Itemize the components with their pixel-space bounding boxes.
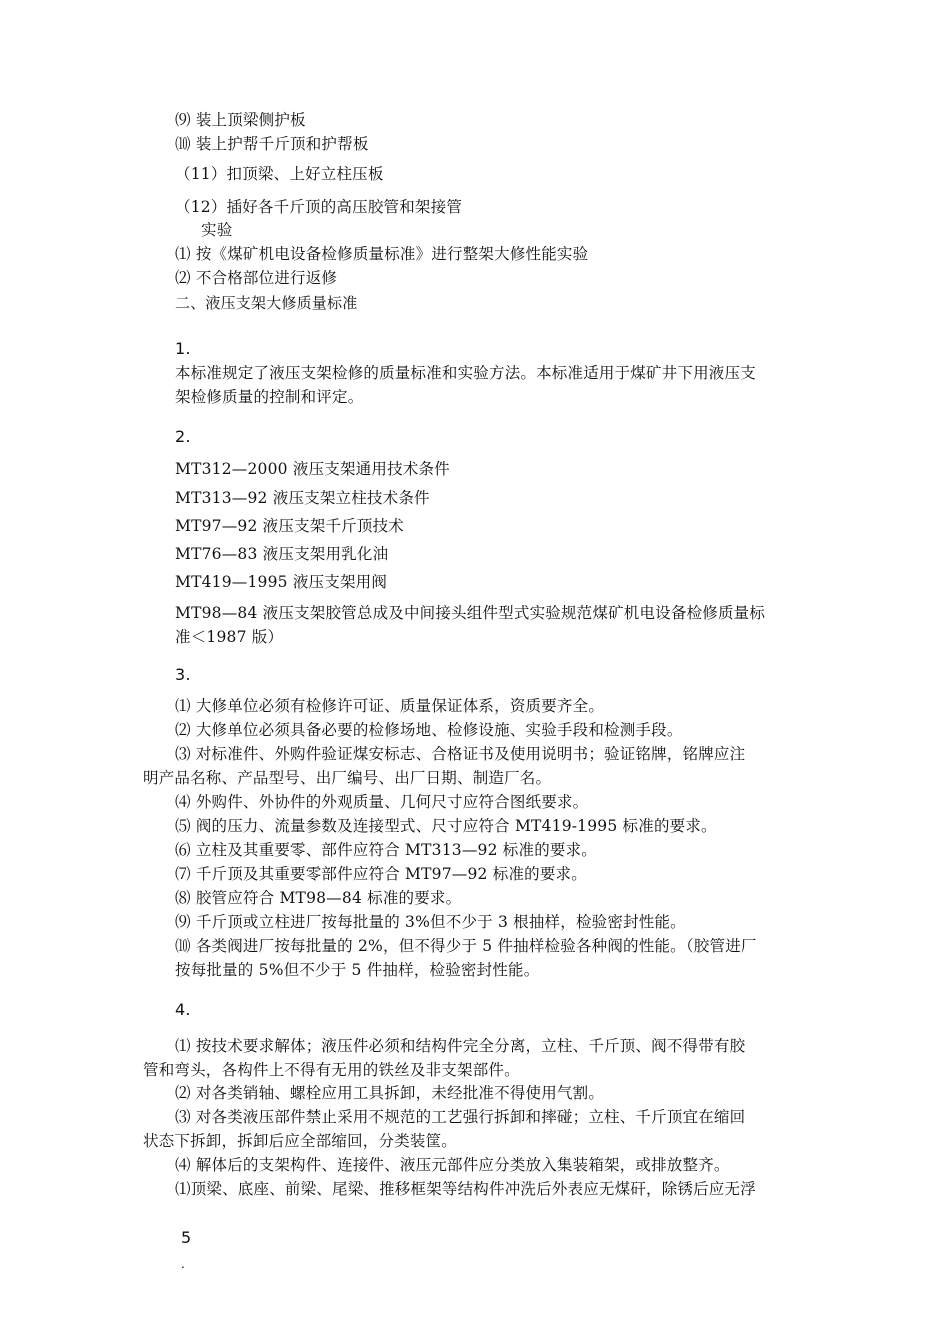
list-item: ⑷ 外购件、外协件的外观质量、几何尺寸应符合图纸要求。 xyxy=(175,793,589,811)
list-item: ⑴ 按技术要求解体；液压件必须和结构件完全分离，立柱、千斤顶、阀不得带有胶 xyxy=(175,1037,746,1055)
section-number: 4. xyxy=(175,1000,191,1019)
reference-line: MT312—2000 液压支架通用技术条件 xyxy=(175,460,450,478)
paragraph-line: 架检修质量的控制和评定。 xyxy=(175,388,364,406)
list-item: 按每批量的 5%但不少于 5 件抽样，检验密封性能。 xyxy=(175,961,540,979)
paragraph-line: 本标准规定了液压支架检修的质量标准和实验方法。本标准适用于煤矿井下用液压支 xyxy=(175,364,756,382)
text-line: ⑵ 不合格部位进行返修 xyxy=(175,269,338,287)
section-number: 3. xyxy=(175,665,191,684)
section-number: 5 xyxy=(181,1228,192,1247)
reference-line: MT76—83 液压支架用乳化油 xyxy=(175,545,389,563)
list-item: ⑹ 立柱及其重要零、部件应符合 MT313—92 标准的要求。 xyxy=(175,841,597,859)
list-item: ⑼ 千斤顶或立柱进厂按每批量的 3%但不少于 3 根抽样，检验密封性能。 xyxy=(175,913,686,931)
section-label: 实验 xyxy=(201,221,233,239)
reference-line: MT313—92 液压支架立柱技术条件 xyxy=(175,489,430,507)
list-item: ⑸ 阀的压力、流量参数及连接型式、尺寸应符合 MT419-1995 标准的要求。 xyxy=(175,817,717,835)
list-item: ⑴ 大修单位必须有检修许可证、质量保证体系，资质要齐全。 xyxy=(175,697,605,715)
list-item: ⑽ 各类阀进厂按每批量的 2%，但不得少于 5 件抽样检验各种阀的性能。（胶管进厂 xyxy=(175,937,757,955)
reference-line: MT98—84 液压支架胶管总成及中间接头组件型式实验规范煤矿机电设备检修质量标 xyxy=(175,604,766,622)
list-item: ⑺ 千斤顶及其重要零部件应符合 MT97—92 标准的要求。 xyxy=(175,865,587,883)
reference-line: 准＜1987 版） xyxy=(175,628,284,646)
section-heading: 二、液压支架大修质量标准 xyxy=(175,294,358,312)
text-line: ⑽ 装上护帮千斤顶和护帮板 xyxy=(175,135,369,153)
section-number-dot: . xyxy=(181,1257,186,1271)
text-line: （12）插好各千斤顶的高压胶管和架接管 xyxy=(175,198,463,216)
text-line: （11）扣顶梁、上好立柱压板 xyxy=(175,165,384,183)
list-item: ⑵ 对各类销轴、螺栓应用工具拆卸，未经批准不得使用气割。 xyxy=(175,1084,605,1102)
list-item: 状态下拆卸，拆卸后应全部缩回，分类装筐。 xyxy=(143,1132,458,1150)
list-item: ⑻ 胶管应符合 MT98—84 标准的要求。 xyxy=(175,889,462,907)
list-item: 明产品名称、产品型号、出厂编号、出厂日期、制造厂名。 xyxy=(143,769,552,787)
section-number: 2. xyxy=(175,427,191,446)
reference-line: MT419—1995 液压支架用阀 xyxy=(175,573,388,591)
reference-line: MT97—92 液压支架千斤顶技术 xyxy=(175,517,404,535)
list-item: ⑴顶梁、底座、前梁、尾梁、推移框架等结构件冲洗后外表应无煤矸，除锈后应无浮 xyxy=(175,1180,756,1198)
text-line: ⑴ 按《煤矿机电设备检修质量标准》进行整架大修性能实验 xyxy=(175,245,589,263)
list-item: ⑷ 解体后的支架构件、连接件、液压元部件应分类放入集装箱架，或排放整齐。 xyxy=(175,1156,730,1174)
section-number: 1. xyxy=(175,339,191,358)
text-line: ⑼ 装上顶梁侧护板 xyxy=(175,111,306,129)
list-item: ⑶ 对标准件、外购件验证煤安标志、合格证书及使用说明书；验证铭牌，铭牌应注 xyxy=(175,745,746,763)
list-item: ⑶ 对各类液压部件禁止采用不规范的工艺强行拆卸和摔碰；立柱、千斤顶宜在缩回 xyxy=(175,1108,746,1126)
list-item: ⑵ 大修单位必须具备必要的检修场地、检修设施、实验手段和检测手段。 xyxy=(175,721,683,739)
list-item: 管和弯头，各构件上不得有无用的铁丝及非支架部件。 xyxy=(143,1061,520,1079)
